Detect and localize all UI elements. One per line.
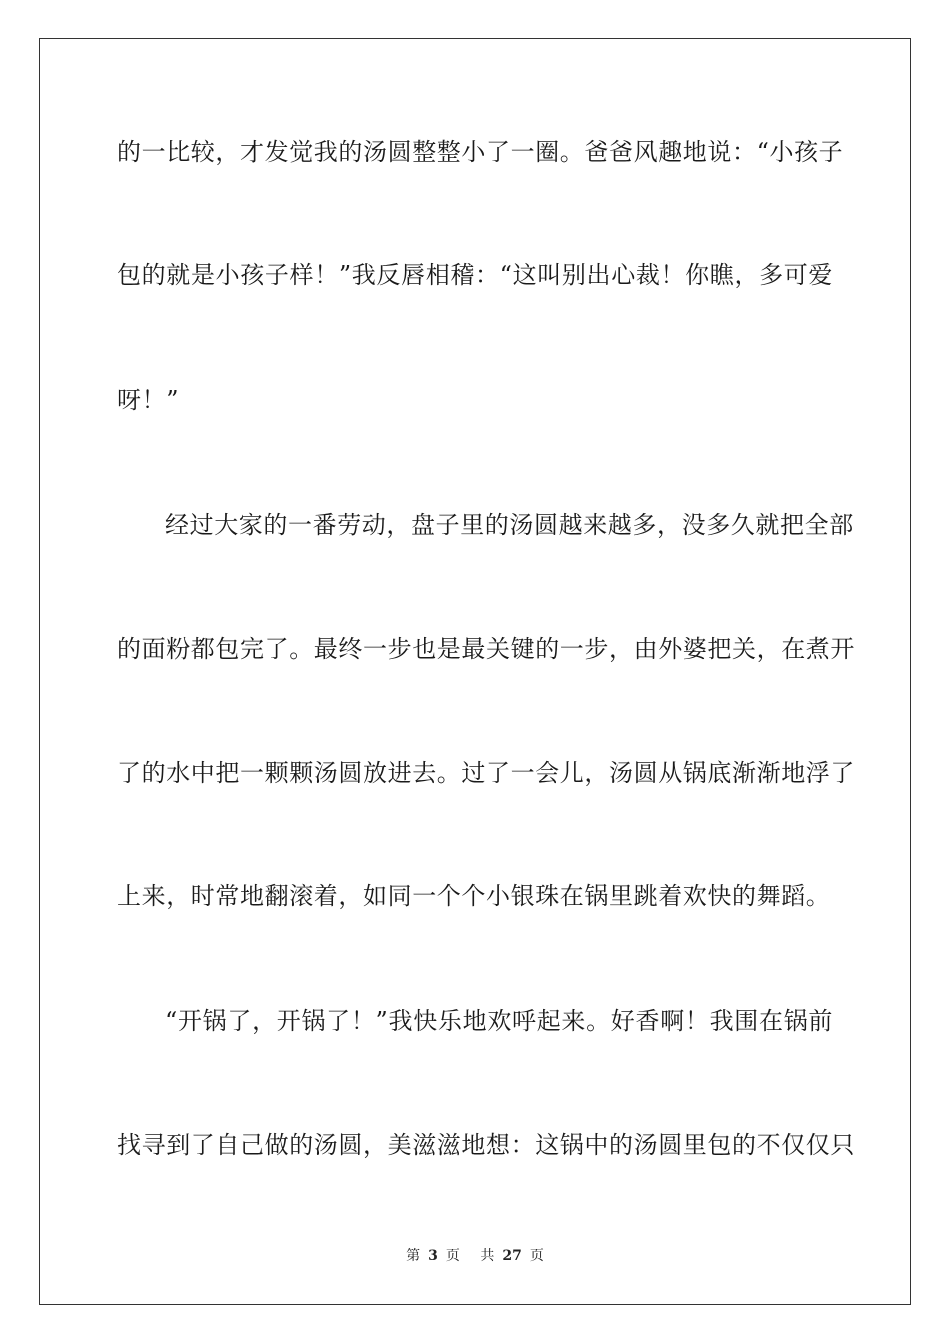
page-suffix: 页 <box>445 1248 460 1264</box>
page-indicator <box>402 1248 464 1264</box>
page-number: 3 <box>428 1248 438 1264</box>
text-line: 的一比较，才发觉我的汤圆整整小了一圈。爸爸风趣地说：“小孩子 <box>117 138 844 166</box>
total-indicator <box>476 1248 547 1264</box>
text-line: 了的水中把一颗颗汤圆放进去。过了一会儿，汤圆从锅底渐渐地浮了 <box>117 759 855 787</box>
text-line: 上来，时常地翻滚着，如同一个个小银珠在锅里跳着欢快的舞蹈。 <box>117 882 831 910</box>
page-footer <box>0 1246 950 1266</box>
page-border <box>39 38 911 1305</box>
text-line: 的面粉都包完了。最终一步也是最关键的一步，由外婆把关，在煮开 <box>117 635 855 663</box>
text-line: “开锅了，开锅了！”我快乐地欢呼起来。好香啊！我围在锅前 <box>165 1007 833 1035</box>
text-line: 找寻到了自己做的汤圆，美滋滋地想：这锅中的汤圆里包的不仅仅只 <box>117 1131 855 1159</box>
total-suffix: 页 <box>529 1248 544 1264</box>
page-prefix: 第 <box>406 1248 421 1264</box>
text-line: 包的就是小孩子样！”我反唇相稽：“这叫别出心裁！你瞧，多可爱 <box>117 261 833 289</box>
total-pages: 27 <box>502 1248 522 1264</box>
text-line: 经过大家的一番劳动，盘子里的汤圆越来越多，没多久就把全部 <box>165 511 854 539</box>
total-prefix: 共 <box>480 1248 495 1264</box>
text-line: 呀！” <box>117 386 180 414</box>
